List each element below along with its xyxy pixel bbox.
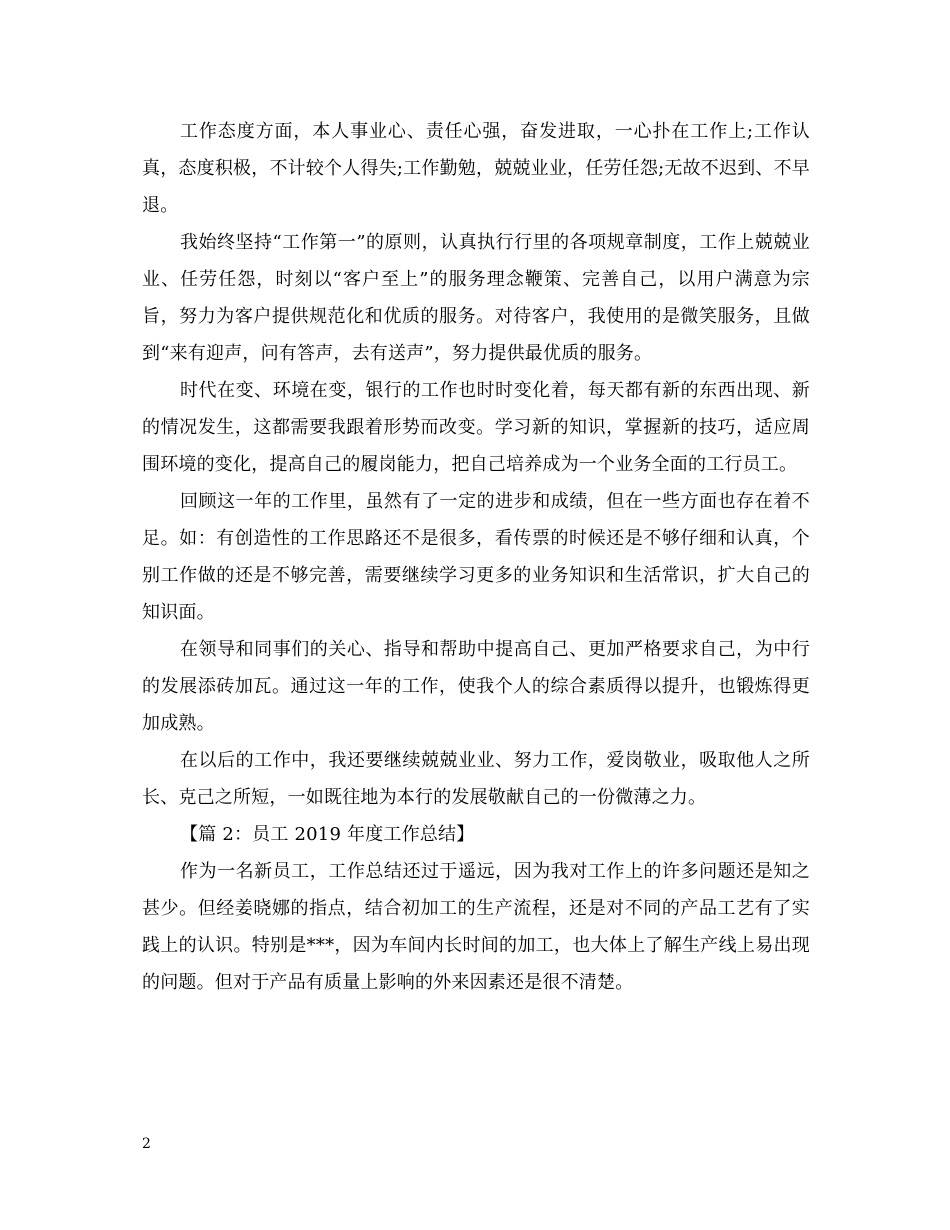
paragraph-guidance: 在领导和同事们的关心、指导和帮助中提高自己、更加严格要求自己，为中行的发展添砖加瓦。通过这一年的工作，使我个人的综合素质得以提升，也锻炼得更加成熟。 (142, 639, 810, 734)
page-number: 2 (142, 1136, 151, 1152)
document-body (142, 113, 810, 1001)
paragraph-work-first: 我始终坚持“工作第一”的原则，认真执行行里的各项规章制度，工作上兢兢业业、任劳任怨，时刻以“客户至上”的服务理念鞭策、完善自己，以用户满意为宗旨，努力为客户提供规范化和优质的服务。对待客户，我使用的是微笑服务，且做到“来有迎声，问有答声，去有送声”，努力提供最优质的服务。 (142, 232, 810, 364)
paragraph-work-attitude: 工作态度方面，本人事业心、责任心强，奋发进取，一心扑在工作上;工作认真，态度积极，不计较个人得失;工作勤勉，兢兢业业，任劳任怨;无故不迟到、不早退。 (142, 121, 810, 216)
paragraph-new-employee: 作为一名新员工，工作总结还过于遥远，因为我对工作上的许多问题还是知之甚少。但经姜晓娜的指点，结合初加工的生产流程，还是对不同的产品工艺有了实践上的认识。特别是***，因为车间内长时间的加工，也大体上了解生产线上易出现的问题。但对于产品有质量上影响的外来因素还是很不清楚。 (142, 861, 810, 993)
paragraph-review: 回顾这一年的工作里，虽然有了一定的进步和成绩，但在一些方面也存在着不足。如：有创造性的工作思路还不是很多，看传票的时候还是不够仔细和认真，个别工作做的还是不够完善，需要继续学习更多的业务知识和生活常识，扩大自己的知识面。 (142, 491, 810, 623)
paragraph-future: 在以后的工作中，我还要继续兢兢业业、努力工作，爱岗敬业，吸取他人之所长、克己之所短，一如既往地为本行的发展敬献自己的一份微薄之力。 (142, 750, 810, 808)
paragraph-changing-times: 时代在变、环境在变，银行的工作也时时变化着，每天都有新的东西出现、新的情况发生，这都需要我跟着形势而改变。学习新的知识，掌握新的技巧，适应周围环境的变化，提高自己的履岗能力，把自己培养成为一个业务全面的工行员工。 (142, 380, 810, 475)
section-heading: 【篇 2：员工 2019 年度工作总结】 (180, 824, 475, 845)
